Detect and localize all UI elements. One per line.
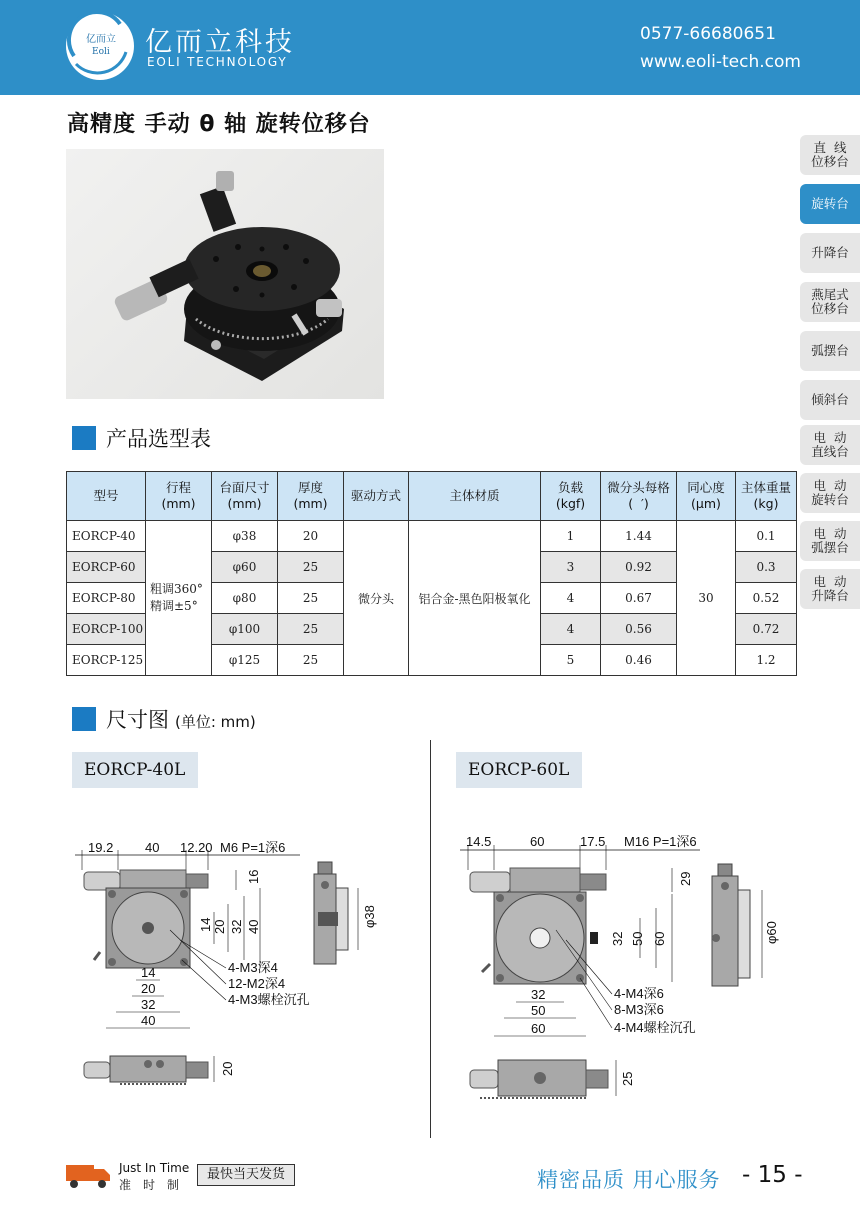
cell-load: 1 [541, 521, 601, 552]
cell-weight: 0.52 [736, 583, 797, 614]
cell-load: 4 [541, 614, 601, 645]
jit-cn-label: 准时制 [119, 1178, 192, 1192]
dim-40-top-2: 40 [145, 840, 160, 855]
dim-60-bottom-1: 32 [531, 987, 546, 1002]
cell-model: EORCP-125 [67, 645, 146, 676]
dim-40-right-3: 20 [212, 919, 227, 934]
page-number: - 15 - [742, 1162, 803, 1188]
company-name-cn: 亿而立科技 [145, 27, 295, 58]
dim-60-right-3: 50 [630, 931, 645, 946]
col-stroke: 行程 (mm) [146, 472, 212, 521]
cell-model: EORCP-80 [67, 583, 146, 614]
logo-en-text: Eoli [92, 47, 110, 57]
col-drive: 驱动方式 [344, 472, 409, 521]
dim-40-right-4: 32 [229, 919, 244, 934]
website-link[interactable]: www.eoli-tech.com [640, 52, 801, 72]
cell-thickness: 25 [278, 614, 344, 645]
cell-size: φ60 [212, 552, 278, 583]
cell-stroke-merged: 粗调360° 精调±5° [146, 521, 212, 676]
cell-load: 5 [541, 645, 601, 676]
dimension-unit: (单位: mm) [175, 712, 256, 731]
dim-40-bottom-1: 14 [141, 965, 156, 980]
col-concentricity: 同心度 (μm) [677, 472, 736, 521]
dim-60-right-2: 32 [610, 931, 625, 946]
logo-cn-text: 亿而立 [86, 34, 116, 45]
cell-drive-merged: 微分头 [344, 521, 409, 676]
tab-goniometer-stage[interactable]: 弧摆台 [800, 331, 860, 371]
hole-60-3: 4-M4螺栓沉孔 [614, 1020, 696, 1035]
dim-60-top-1: 14.5 [466, 834, 492, 849]
delivery-truck-icon [66, 1163, 110, 1189]
cell-thickness: 25 [278, 645, 344, 676]
cell-weight: 1.2 [736, 645, 797, 676]
cell-thickness: 25 [278, 583, 344, 614]
cell-model: EORCP-40 [67, 521, 146, 552]
tab-lift-stage[interactable]: 升降台 [800, 233, 860, 273]
cell-weight: 0.1 [736, 521, 797, 552]
cell-model: EORCP-60 [67, 552, 146, 583]
cell-material-merged: 铝合金-黑色阳极氧化 [409, 521, 541, 676]
dim-40-bottom-4: 40 [141, 1013, 156, 1028]
dim-40-thread: M6 P=1深6 [220, 840, 286, 855]
cell-per-div: 0.67 [601, 583, 677, 614]
company-name-en: EOLI TECHNOLOGY [147, 55, 288, 69]
drawing-60-top-view [460, 834, 700, 1036]
cell-weight: 0.3 [736, 552, 797, 583]
tab-dovetail-stage[interactable]: 燕尾式 位移台 [800, 282, 860, 322]
col-thickness: 厚度 (mm) [278, 472, 344, 521]
dim-40-right-5: 40 [246, 919, 261, 934]
dim-60-right-4: 60 [652, 931, 667, 946]
cell-weight: 0.72 [736, 614, 797, 645]
dim-60-bottom-2: 50 [531, 1003, 546, 1018]
cell-per-div: 1.44 [601, 521, 677, 552]
footer-slogan: 精密品质 用心服务 [537, 1168, 721, 1192]
cell-model: EORCP-100 [67, 614, 146, 645]
dim-60-thread: M16 P=1深6 [624, 834, 697, 849]
dim-60-height: 25 [620, 1071, 635, 1086]
tab-rotation-stage[interactable]: 旋转台 [800, 184, 860, 224]
col-material: 主体材质 [409, 472, 541, 521]
hole-40-1: 4-M3深4 [228, 960, 278, 975]
phone-number: 0577-66680651 [640, 24, 776, 44]
tab-motorized-linear[interactable]: 电 动 直线台 [800, 425, 860, 465]
tab-linear-stage[interactable]: 直 线 位移台 [800, 135, 860, 175]
cell-concentricity-merged: 30 [677, 521, 736, 676]
hole-40-3: 4-M3螺栓沉孔 [228, 992, 310, 1007]
col-model: 型号 [67, 472, 146, 521]
dim-40-height: 20 [220, 1061, 235, 1076]
drawing-40-front-view [84, 1056, 235, 1084]
model-label-60: EORCP-60L [456, 752, 582, 788]
cell-load: 3 [541, 552, 601, 583]
drawing-60-side-view [712, 864, 779, 986]
page-title: 高精度 手动 θ 轴 旋转位移台 [67, 112, 371, 137]
shipping-badge: 最快当天发货 [197, 1164, 295, 1186]
cell-size: φ100 [212, 614, 278, 645]
tab-motorized-lift[interactable]: 电 动 升降台 [800, 569, 860, 609]
col-load: 负载 (kgf) [541, 472, 601, 521]
cell-load: 4 [541, 583, 601, 614]
dim-60-top-3: 17.5 [580, 834, 606, 849]
drawing-60-front-view [470, 1060, 635, 1098]
jit-en-label: Just In Time [119, 1161, 190, 1175]
tab-motorized-rotation[interactable]: 电 动 旋转台 [800, 473, 860, 513]
dimension-section-title: 尺寸图 [106, 708, 169, 732]
hole-40-2: 12-M2深4 [228, 976, 286, 991]
cell-thickness: 20 [278, 521, 344, 552]
cell-size: φ80 [212, 583, 278, 614]
col-table-size: 台面尺寸 (mm) [212, 472, 278, 521]
dim-60-side-dia: φ60 [764, 921, 779, 944]
cell-per-div: 0.92 [601, 552, 677, 583]
dim-60-right-1: 29 [678, 871, 693, 886]
dim-60-bottom-3: 60 [531, 1021, 546, 1036]
cell-thickness: 25 [278, 552, 344, 583]
dim-40-bottom-3: 32 [141, 997, 156, 1012]
col-micrometer: 微分头每格 ( ′) [601, 472, 677, 521]
cell-per-div: 0.46 [601, 645, 677, 676]
cell-size: φ125 [212, 645, 278, 676]
model-label-40: EORCP-40L [72, 752, 198, 788]
col-weight: 主体重量 (kg) [736, 472, 797, 521]
dim-40-right-2: 14 [198, 917, 213, 932]
drawing-40-side-view [314, 862, 377, 964]
dim-40-top-3: 12.20 [180, 840, 213, 855]
tab-tilt-stage[interactable]: 倾斜台 [800, 380, 860, 420]
dim-40-bottom-2: 20 [141, 981, 156, 996]
selection-section-title: 产品选型表 [106, 427, 211, 451]
dim-40-side-dia: φ38 [362, 905, 377, 928]
dim-60-top-2: 60 [530, 834, 545, 849]
cell-size: φ38 [212, 521, 278, 552]
dim-40-top-1: 19.2 [88, 840, 114, 855]
tab-motorized-goniometer[interactable]: 电 动 弧摆台 [800, 521, 860, 561]
cell-per-div: 0.56 [601, 614, 677, 645]
hole-60-2: 8-M3深6 [614, 1002, 664, 1017]
drawing-40-top-view [75, 840, 310, 1028]
hole-60-1: 4-M4深6 [614, 986, 664, 1001]
dim-40-right-1: 16 [246, 869, 261, 884]
